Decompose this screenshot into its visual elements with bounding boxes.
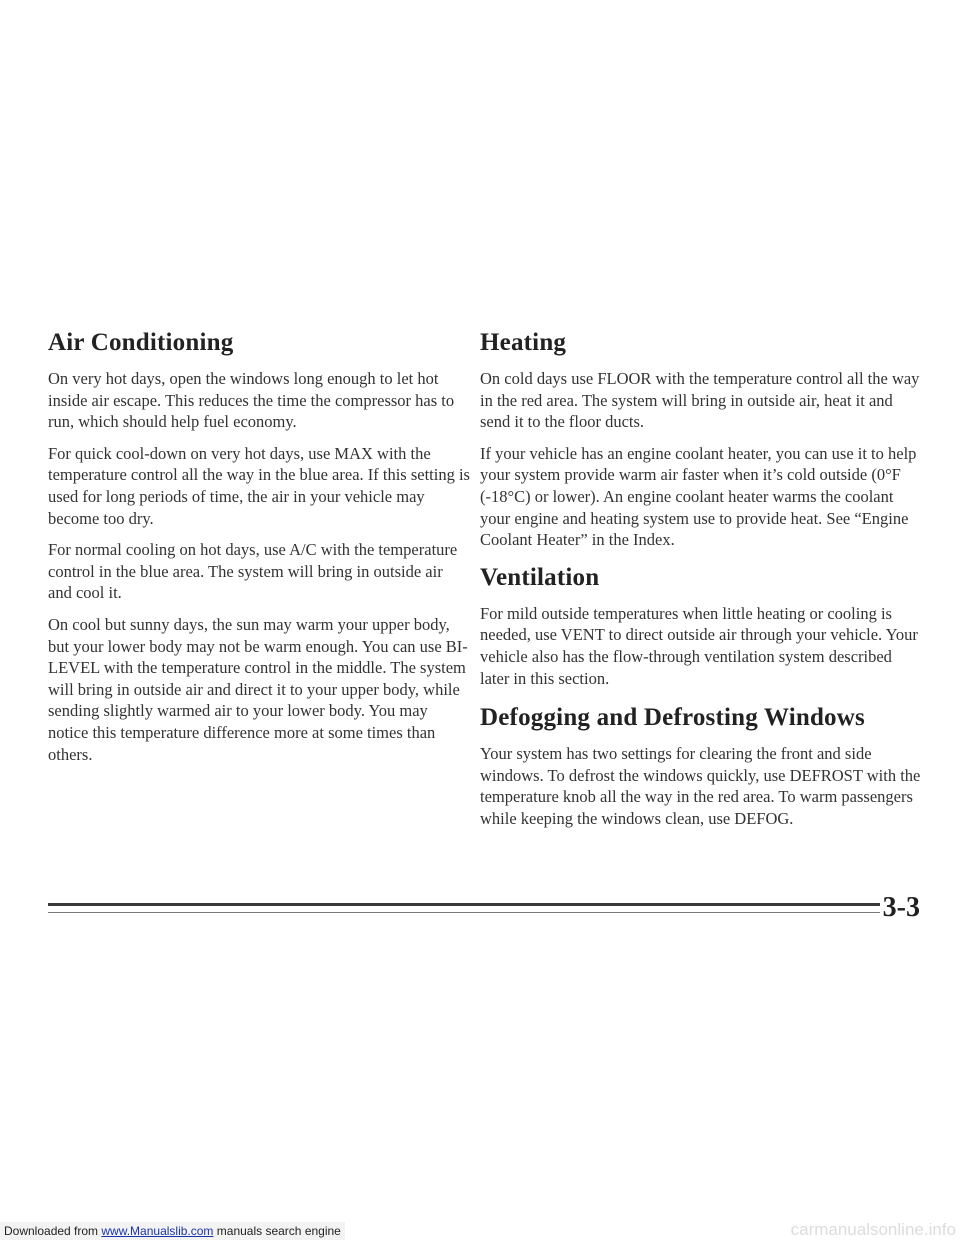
- download-footer: [0, 1222, 345, 1240]
- ac-paragraph-4: On cool but sunny days, the sun may warm your upper body, but your lower body may not be warm enough. You can use BI-LEVEL with the temperature control in the middle. The system will bring in outside air and direct it to your upper body, while sending slightly warmed air to your lower body. You may notice this temperature difference more at some times than others.: [48, 614, 468, 764]
- footer-suffix: manuals search engine: [213, 1224, 341, 1238]
- air-conditioning-heading: Air Conditioning: [48, 329, 234, 356]
- footer-rule-thin: [48, 912, 880, 913]
- ac-paragraph-3: For normal cooling on hot days, use A/C with the temperature control in the blue area. The system will bring in outside air and cool it.: [48, 540, 458, 603]
- heating-heading: Heating: [480, 329, 567, 356]
- right-column: [480, 328, 925, 840]
- watermark: carmanualsonline.info: [790, 1220, 956, 1239]
- page-number: 3-3: [882, 892, 920, 923]
- defog-paragraph-1: Your system has two settings for clearing the front and side windows. To defrost the windows quickly, use DEFROST with the temperature knob all the way in the red area. To warm passengers while keeping the windows clean, use DEFOG.: [480, 744, 921, 828]
- defog-heading: Defogging and Defrosting Windows: [480, 704, 865, 732]
- ventilation-paragraph-1: For mild outside temperatures when little heating or cooling is needed, use VENT to direct outside air through your vehicle. Your vehicle also has the flow-through ventilation system described later in this section.: [480, 603, 918, 688]
- heating-paragraph-1: On cold days use FLOOR with the temperature control all the way in the red area. The system will bring in outside air, heat it and send it to the floor ducts.: [480, 369, 920, 432]
- footer-prefix: Downloaded from: [4, 1224, 102, 1238]
- ac-paragraph-2: For quick cool-down on very hot days, use MAX with the temperature control all the way in the blue area. If this setting is used for long periods of time, the air in your vehicle may become too dry.: [48, 443, 470, 528]
- heating-paragraph-2: If your vehicle has an engine coolant heater, you can use it to help your system provide warm air faster when it’s cold outside (0°F (-18°C) or lower). An engine coolant heater warms the coolant your engine and heating system use to provide heat. See “Engine Coolant Heater” in the Index.: [480, 443, 917, 550]
- footer-rule-thick: [48, 903, 880, 906]
- manualslib-link[interactable]: www.Manualslib.com: [101, 1224, 214, 1238]
- ventilation-heading: Ventilation: [480, 563, 600, 591]
- left-column: [48, 328, 470, 775]
- ac-paragraph-1: On very hot days, open the windows long enough to let hot inside air escape. This reduces the time the compressor has to run, which should help fuel economy.: [48, 369, 455, 432]
